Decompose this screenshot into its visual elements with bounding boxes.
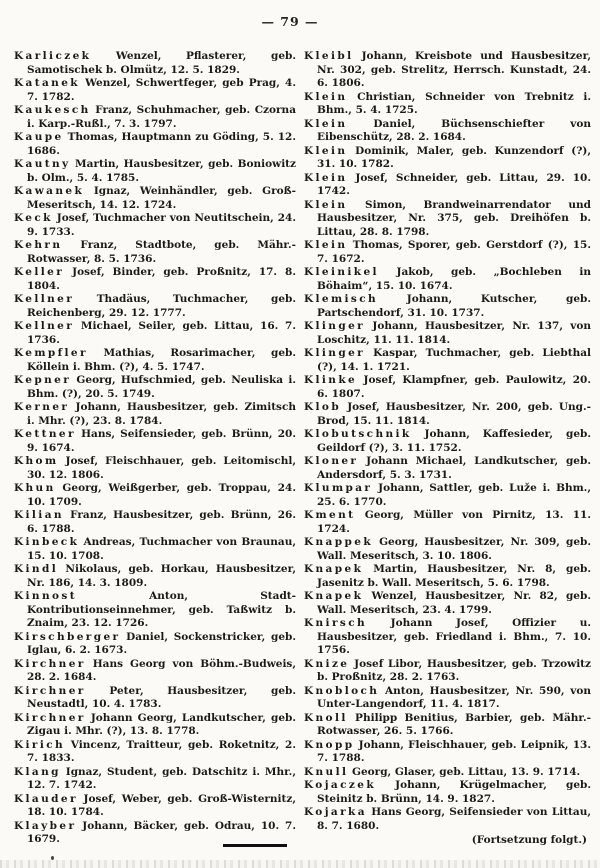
entry-surname: Kettner: [14, 428, 76, 440]
entry-surname: Kojarka: [304, 806, 367, 818]
entry-text: Dominik, Maler, geb. Kunzendorf (?), 31. 10. 1782.: [317, 144, 591, 170]
entry-surname: Kirchner: [14, 684, 86, 697]
list-item: [14, 563, 296, 590]
list-item: [14, 428, 296, 455]
entry-surname: Keller: [14, 266, 65, 278]
list-item: [14, 293, 296, 320]
list-item: [14, 77, 296, 104]
entry-surname: Klinger: [304, 320, 366, 332]
entry-surname: Kment: [304, 509, 356, 521]
list-item: [304, 374, 591, 401]
entry-surname: Knoll: [304, 711, 348, 724]
entry-text: Jakob, geb. „Bochleben in Böhaim“, 15. 10. 1674.: [317, 266, 591, 292]
entry-surname: Klein: [304, 144, 348, 157]
list-item: [304, 455, 591, 482]
entry-text: Hans Georg von Böhm.-Budweis, 28. 2. 1684.: [27, 657, 296, 683]
list-item: [14, 50, 296, 77]
entry-text: Josef, Klampfner, geb. Paulowitz, 20. 6. 1807.: [317, 374, 591, 400]
entry-text: Josef, Weber, geb. Groß-Wisternitz, 18. 10. 1784.: [27, 792, 296, 818]
entry-surname: Kawanek: [14, 185, 85, 197]
list-item: [304, 293, 591, 320]
entry-surname: Klang: [14, 765, 61, 778]
entry-surname: Knobloch: [304, 684, 380, 697]
list-item: [304, 199, 591, 240]
entry-surname: Klumpar: [304, 482, 373, 494]
list-item: [14, 631, 296, 658]
entry-surname: Klemisch: [304, 293, 379, 305]
list-item: [14, 658, 296, 685]
list-item: [14, 131, 296, 158]
entry-surname: Kleinikel: [304, 266, 379, 278]
list-item: [14, 793, 296, 820]
list-item: [304, 712, 591, 739]
entry-text: Simon, Brandweinarrendator und Hausbesitzer, Nr. 375, geb. Dreihöfen b. Littau, 28. 8. 1798.: [317, 198, 591, 238]
list-item: [14, 374, 296, 401]
entry-text: Josef Libor, Hausbesitzer, geb. Trzowitz b. Proßnitz, 28. 2. 1763.: [317, 657, 591, 683]
entry-text: Vincenz, Traitteur, geb. Roketnitz, 2. 7. 1833.: [27, 738, 296, 764]
entry-surname: Karliczek: [14, 50, 92, 62]
list-item: [304, 536, 591, 563]
right-column: [304, 50, 591, 848]
entry-surname: Kautny: [14, 158, 71, 170]
entry-text: Martin, Hausbesitzer, geb. Boniowitz b. Olm., 5. 4. 1785.: [27, 158, 296, 184]
left-column: [14, 50, 296, 847]
list-item: [14, 185, 296, 212]
list-item: [304, 739, 591, 766]
left-entries: [14, 50, 296, 847]
entry-surname: Knapek: [304, 563, 364, 575]
list-item: [14, 455, 296, 482]
entry-surname: Knappek: [304, 536, 374, 548]
list-item: [304, 779, 591, 806]
list-item: [14, 104, 296, 131]
entry-text: Philipp Benitius, Barbier, geb. Mähr.-Rotwasser, 26. 5. 1766.: [317, 711, 591, 737]
entry-surname: Knize: [304, 657, 350, 670]
entry-surname: Klein: [304, 117, 348, 130]
list-item: [14, 482, 296, 509]
list-item: [14, 320, 296, 347]
entry-text: Wenzel, Pflasterer, geb. Samotischek b. Olmütz, 12. 5. 1829.: [27, 50, 296, 76]
list-item: [304, 617, 591, 658]
entry-surname: Kojaczek: [304, 779, 377, 791]
entry-surname: Klinger: [304, 347, 366, 359]
list-item: [14, 239, 296, 266]
entry-text: Johann, Hausbesitzer, Nr. 137, von Loschitz, 11. 11. 1814.: [317, 320, 591, 346]
list-item: [304, 347, 591, 374]
entry-text: Josef, Tuchmacher von Neutitschein, 24. 9. 1733.: [27, 212, 296, 238]
entry-text: Franz, Stadtbote, geb. Mähr.-Rotwasser, 8. 5. 1736.: [27, 239, 296, 265]
entry-surname: Kilian: [14, 509, 64, 521]
list-item: [14, 158, 296, 185]
entry-surname: Kehrn: [14, 239, 63, 251]
list-item: [14, 739, 296, 766]
entry-surname: Klein: [304, 90, 348, 103]
entry-text: Johann, Hausbesitzer, geb. Zimitsch i. Mhr. (?), 23. 8. 1784.: [27, 401, 296, 427]
list-item: [304, 50, 591, 91]
list-item: [14, 712, 296, 739]
entry-surname: Knull: [304, 765, 349, 778]
entry-text: Johann Georg, Landkutscher, geb. Zigau i. Mhr. (?), 13. 8. 1778.: [27, 711, 296, 737]
list-item: [304, 685, 591, 712]
entry-text: Johann, Fleischhauer, geb. Leipnik, 13. 7. 1788.: [317, 738, 591, 764]
list-item: [14, 212, 296, 239]
right-entries: [304, 50, 591, 833]
entry-text: Johann, Krügelmacher, geb. Steinitz b. Brünn, 14. 9. 1827.: [317, 779, 591, 805]
list-item: [304, 266, 591, 293]
entry-text: Johann, Kutscher, geb. Partschendorf, 31. 10. 1737.: [317, 293, 591, 319]
entry-text: Johann Michael, Landkutscher, geb. Andersdorf, 5. 3. 1731.: [317, 455, 591, 481]
entry-surname: Kellner: [14, 293, 75, 305]
entry-surname: Kaupe: [14, 131, 64, 143]
list-item: [304, 172, 591, 199]
scan-edge-artifact: [0, 860, 600, 868]
list-item: [304, 766, 591, 780]
list-item: [304, 118, 591, 145]
list-item: [304, 482, 591, 509]
entry-surname: Klein: [304, 198, 348, 211]
entry-text: Josef, Hausbesitzer, Nr. 200, geb. Ung.-Brod, 15. 11. 1814.: [317, 401, 591, 427]
list-item: [304, 91, 591, 118]
entry-text: Georg, Hufschmied, geb. Neuliska i. Bhm. (?), 20. 5. 1749.: [27, 374, 296, 400]
entry-text: Thadäus, Tuchmacher, geb. Reichenberg, 29. 12. 1777.: [27, 293, 296, 319]
entry-surname: Klayber: [14, 819, 77, 832]
entry-surname: Kellner: [14, 320, 75, 332]
entry-surname: Kerner: [14, 401, 70, 413]
continuation-note: (Fortsetzung folgt.): [471, 834, 587, 846]
list-item: [14, 509, 296, 536]
list-item: [304, 401, 591, 428]
list-item: [14, 685, 296, 712]
entry-text: Johann, Kaffesieder, geb. Geildorf (?), 3. 11. 1752.: [317, 428, 591, 454]
entry-text: Michael, Seiler, geb. Littau, 16. 7. 1736.: [27, 320, 296, 346]
entry-text: Nikolaus, geb. Horkau, Hausbesitzer, Nr. 186, 14. 3. 1809.: [27, 563, 296, 589]
entry-surname: Khom: [14, 455, 59, 467]
entry-surname: Kaukesch: [14, 104, 91, 116]
entry-text: Anton, Hausbesitzer, Nr. 590, von Unter-Langendorf, 11. 4. 1817.: [317, 684, 591, 710]
entry-surname: Klauder: [14, 792, 78, 805]
list-item: [304, 428, 591, 455]
list-item: [304, 509, 591, 536]
entry-surname: Knirsch: [304, 617, 368, 629]
entry-text: Johann, Bäcker, geb. Odrau, 10. 7. 1679.: [27, 819, 296, 845]
entry-surname: Klob: [304, 401, 342, 413]
entry-text: Thomas, Sporer, geb. Gerstdorf (?), 15. 7. 1672.: [317, 239, 591, 265]
entry-text: Ignaz, Weinhändler, geb. Groß-Meseritsch, 14. 12. 1724.: [27, 185, 296, 211]
entry-surname: Klinke: [304, 374, 358, 386]
entry-text: Franz, Hausbesitzer, geb. Brünn, 26. 6. 1788.: [27, 509, 296, 535]
entry-text: Josef, Schneider, geb. Littau, 29. 10. 1742.: [317, 171, 591, 197]
entry-surname: Klein: [304, 171, 348, 184]
entry-text: Johann, Sattler, geb. Luže i. Bhm., 25. 6. 1770.: [317, 482, 591, 508]
entry-text: Anton, Stadt-Kontributionseinnehmer, geb. Taßwitz b. Znaim, 23. 12. 1726.: [27, 590, 296, 629]
entry-surname: Kloner: [304, 455, 359, 467]
entry-surname: Keck: [14, 212, 53, 224]
list-item: [14, 266, 296, 293]
entry-text: Hans Georg, Seifensieder von Littau, 8. 7. 1680.: [317, 806, 591, 832]
list-item: [14, 401, 296, 428]
entry-text: Thomas, Hauptmann zu Göding, 5. 12. 1686.: [27, 131, 296, 157]
list-item: [304, 320, 591, 347]
entry-text: Georg, Glaser, geb. Littau, 13. 9. 1714.: [348, 765, 581, 778]
entry-surname: Khun: [14, 482, 56, 494]
entry-text: Georg, Müller von Pirnitz, 13. 11. 1724.: [317, 509, 591, 535]
entry-surname: Kleibl: [304, 50, 354, 62]
entry-text: Franz, Schuhmacher, geb. Czorna i. Karp.-Rußl., 7. 3. 1797.: [27, 104, 296, 130]
entry-text: Wenzel, Hausbesitzer, Nr. 82, geb. Wall. Meseritsch, 23. 4. 1799.: [317, 590, 591, 616]
list-item: [14, 820, 296, 847]
list-item: [14, 536, 296, 563]
entry-text: Christian, Schneider von Trebnitz i. Bhm., 5. 4. 1725.: [317, 90, 591, 116]
entry-surname: Kempfler: [14, 347, 88, 359]
list-item: [304, 145, 591, 172]
entry-surname: Knopp: [304, 738, 355, 751]
entry-text: Johann, Kreisbote und Hausbesitzer, Nr. 302, geb. Strelitz, Herrsch. Kunstadt, 24. 6. 1806.: [317, 50, 591, 89]
entry-text: Andreas, Tuchmacher von Braunau, 15. 10. 1708.: [27, 536, 296, 562]
entry-surname: Kinbeck: [14, 536, 80, 548]
entry-surname: Kepner: [14, 374, 72, 386]
entry-text: Wenzel, Schwertfeger, geb Prag, 4. 7. 1782.: [27, 77, 296, 103]
list-item: [14, 766, 296, 793]
entry-surname: Klein: [304, 239, 348, 251]
entry-surname: Kirich: [14, 738, 66, 751]
entry-text: Daniel, Büchsenschiefter von Eibenschütz, 28. 2. 1684.: [317, 117, 591, 143]
entry-surname: Kirchner: [14, 711, 86, 724]
entry-text: Peter, Hausbesitzer, geb. Neustadtl, 10. 4. 1783.: [27, 684, 296, 710]
entry-text: Mathias, Rosarimacher, geb. Köllein i. Bhm. (?), 4. 5. 1747.: [27, 347, 296, 373]
entry-surname: Klobutschnik: [304, 428, 412, 440]
list-item: [304, 563, 591, 590]
entry-text: Johann Josef, Offizier u. Hausbesitzer, geb. Friedland i. Bhm., 7. 10. 1756.: [317, 617, 591, 656]
page-number: — 79 —: [261, 14, 319, 29]
entry-text: Kaspar, Tuchmacher, geb. Liebthal (?), 14. 1. 1721.: [317, 347, 591, 373]
entry-text: Martin, Hausbesitzer, Nr. 8, geb. Jasenitz b. Wall. Meseritsch, 5. 6. 1798.: [317, 563, 591, 589]
entry-surname: Kirschberger: [14, 630, 121, 643]
entry-surname: Kirchner: [14, 657, 86, 670]
list-item: [14, 590, 296, 631]
entry-text: Hans, Seifensieder, geb. Brünn, 20. 9. 1674.: [27, 428, 296, 454]
entry-text: Daniel, Sockenstricker, geb. Iglau, 6. 2. 1673.: [27, 630, 296, 656]
entry-text: Georg, Hausbesitzer, Nr. 309, geb. Wall. Meseritsch, 3. 10. 1806.: [317, 536, 591, 562]
list-item: [14, 347, 296, 374]
list-item: [304, 658, 591, 685]
list-item: [304, 590, 591, 617]
entry-surname: Kindl: [14, 563, 59, 575]
list-item: [304, 806, 591, 833]
entry-text: Josef, Fleischhauer, geb. Leitomischl, 30. 12. 1806.: [27, 455, 296, 481]
list-item: [304, 239, 591, 266]
entry-text: Georg, Weißgerber, geb. Troppau, 24. 10. 1709.: [27, 482, 296, 508]
entry-surname: Katanek: [14, 77, 80, 89]
entry-text: Josef, Binder, geb. Proßnitz, 17. 8. 1804.: [27, 266, 296, 292]
entry-surname: Kinnost: [14, 590, 77, 602]
entry-surname: Knapek: [304, 590, 364, 602]
entry-text: Ignaz, Student, geb. Datschitz i. Mhr., 12. 7. 1742.: [27, 765, 296, 791]
bottom-divider-rule: [223, 844, 287, 847]
